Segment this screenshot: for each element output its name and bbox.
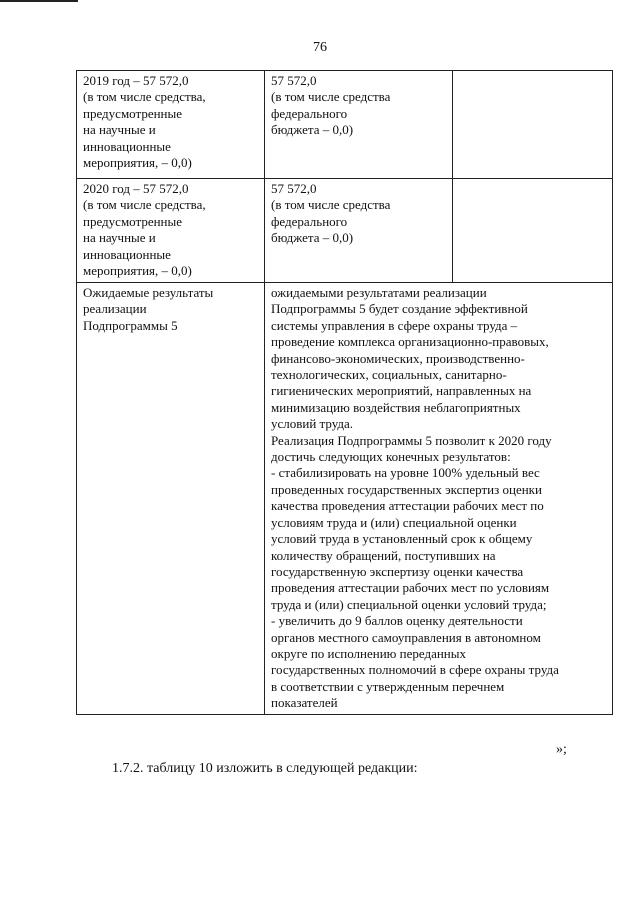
- text-line: государственную экспертизу оценки качества: [271, 563, 524, 579]
- instruction-paragraph: 1.7.2. таблицу 10 изложить в следующей редакции:: [112, 761, 418, 776]
- text-line: реализации: [83, 301, 147, 317]
- text-line: инновационные: [83, 138, 171, 154]
- text-line: финансово-экономических, производственно-: [271, 350, 525, 366]
- text-line: мероприятия, – 0,0): [83, 155, 192, 171]
- text-line: на научные и: [83, 122, 156, 138]
- text-line: 57 572,0: [271, 73, 317, 88]
- cell-year-total: [77, 179, 265, 283]
- closing-quote: »;: [556, 742, 567, 757]
- top-edge-rule: [0, 0, 78, 2]
- text-line: гигиенических мероприятий, направленных на: [271, 383, 532, 399]
- cell-federal-amount: [265, 179, 453, 283]
- text-line: количеству обращений, поступивших на: [271, 547, 496, 563]
- text-line: условиям труда и (или) специальной оценки: [271, 514, 517, 530]
- text-line: бюджета – 0,0): [271, 122, 354, 138]
- text-line: Подпрограммы 5: [83, 317, 178, 333]
- table-row-2020: [77, 179, 613, 283]
- text-line: 2020 год – 57 572,0: [83, 181, 189, 196]
- text-line: (в том числе средства: [271, 197, 391, 213]
- text-line: достичь следующих конечных результатов:: [271, 449, 511, 465]
- text-line: мероприятия, – 0,0): [83, 263, 192, 279]
- text-line: технологических, социальных, санитарно-: [271, 367, 507, 383]
- text-line: 2019 год – 57 572,0: [83, 73, 189, 88]
- text-line: системы управления в сфере охраны труда –: [271, 317, 518, 333]
- text-line: органов местного самоуправления в автономном: [271, 629, 541, 645]
- text-line: 57 572,0: [271, 181, 317, 196]
- cell-year-total: [77, 71, 265, 179]
- text-line: качества проведения аттестации рабочих мест по: [271, 498, 544, 514]
- cell-federal-amount: [265, 71, 453, 179]
- text-line: - увеличить до 9 баллов оценку деятельности: [271, 613, 523, 629]
- text-line: федерального: [271, 213, 348, 229]
- text-line: Подпрограммы 5 будет создание эффективной: [271, 301, 528, 317]
- text-line: предусмотренные: [83, 213, 183, 229]
- text-line: минимизацию воздействия неблагоприятных: [271, 399, 521, 415]
- text-line: проведенных государственных экспертиз оценки: [271, 481, 542, 497]
- text-line: проведения аттестации рабочих мест по условиям: [271, 580, 550, 596]
- text-line: округе по исполнению переданных: [271, 645, 466, 661]
- text-line: ожидаемыми результатами реализации: [271, 285, 487, 300]
- text-line: - стабилизировать на уровне 100% удельный вес: [271, 465, 540, 481]
- text-line: государственных полномочий в сфере охраны труда: [271, 662, 559, 678]
- text-line: Реализация Подпрограммы 5 позволит к 2020 году: [271, 432, 552, 448]
- text-line: инновационные: [83, 246, 171, 262]
- cell-empty: [453, 71, 613, 179]
- text-line: (в том числе средства: [271, 89, 391, 105]
- text-line: (в том числе средства,: [83, 197, 206, 213]
- text-line: бюджета – 0,0): [271, 230, 354, 246]
- page-number: 76: [313, 40, 327, 55]
- text-line: федерального: [271, 105, 348, 121]
- table-row-expected-results: [77, 283, 613, 715]
- table-row-2019: [77, 71, 613, 179]
- text-line: условий труда в установленный срок к общему: [271, 531, 533, 547]
- cell-results-label: [77, 283, 265, 715]
- text-line: (в том числе средства,: [83, 89, 206, 105]
- text-line: предусмотренные: [83, 105, 183, 121]
- text-line: Ожидаемые результаты: [83, 285, 214, 300]
- text-line: показателей: [271, 695, 338, 711]
- text-line: на научные и: [83, 230, 156, 246]
- cell-results-text: [265, 283, 613, 715]
- text-line: проведение комплекса организационно-правовых,: [271, 334, 549, 350]
- text-line: труда и (или) специальной оценки условий труда;: [271, 596, 547, 612]
- text-line: условий труда.: [271, 416, 354, 432]
- program-table: [76, 70, 613, 715]
- text-line: в соответствии с утвержденным перечнем: [271, 678, 505, 694]
- cell-empty: [453, 179, 613, 283]
